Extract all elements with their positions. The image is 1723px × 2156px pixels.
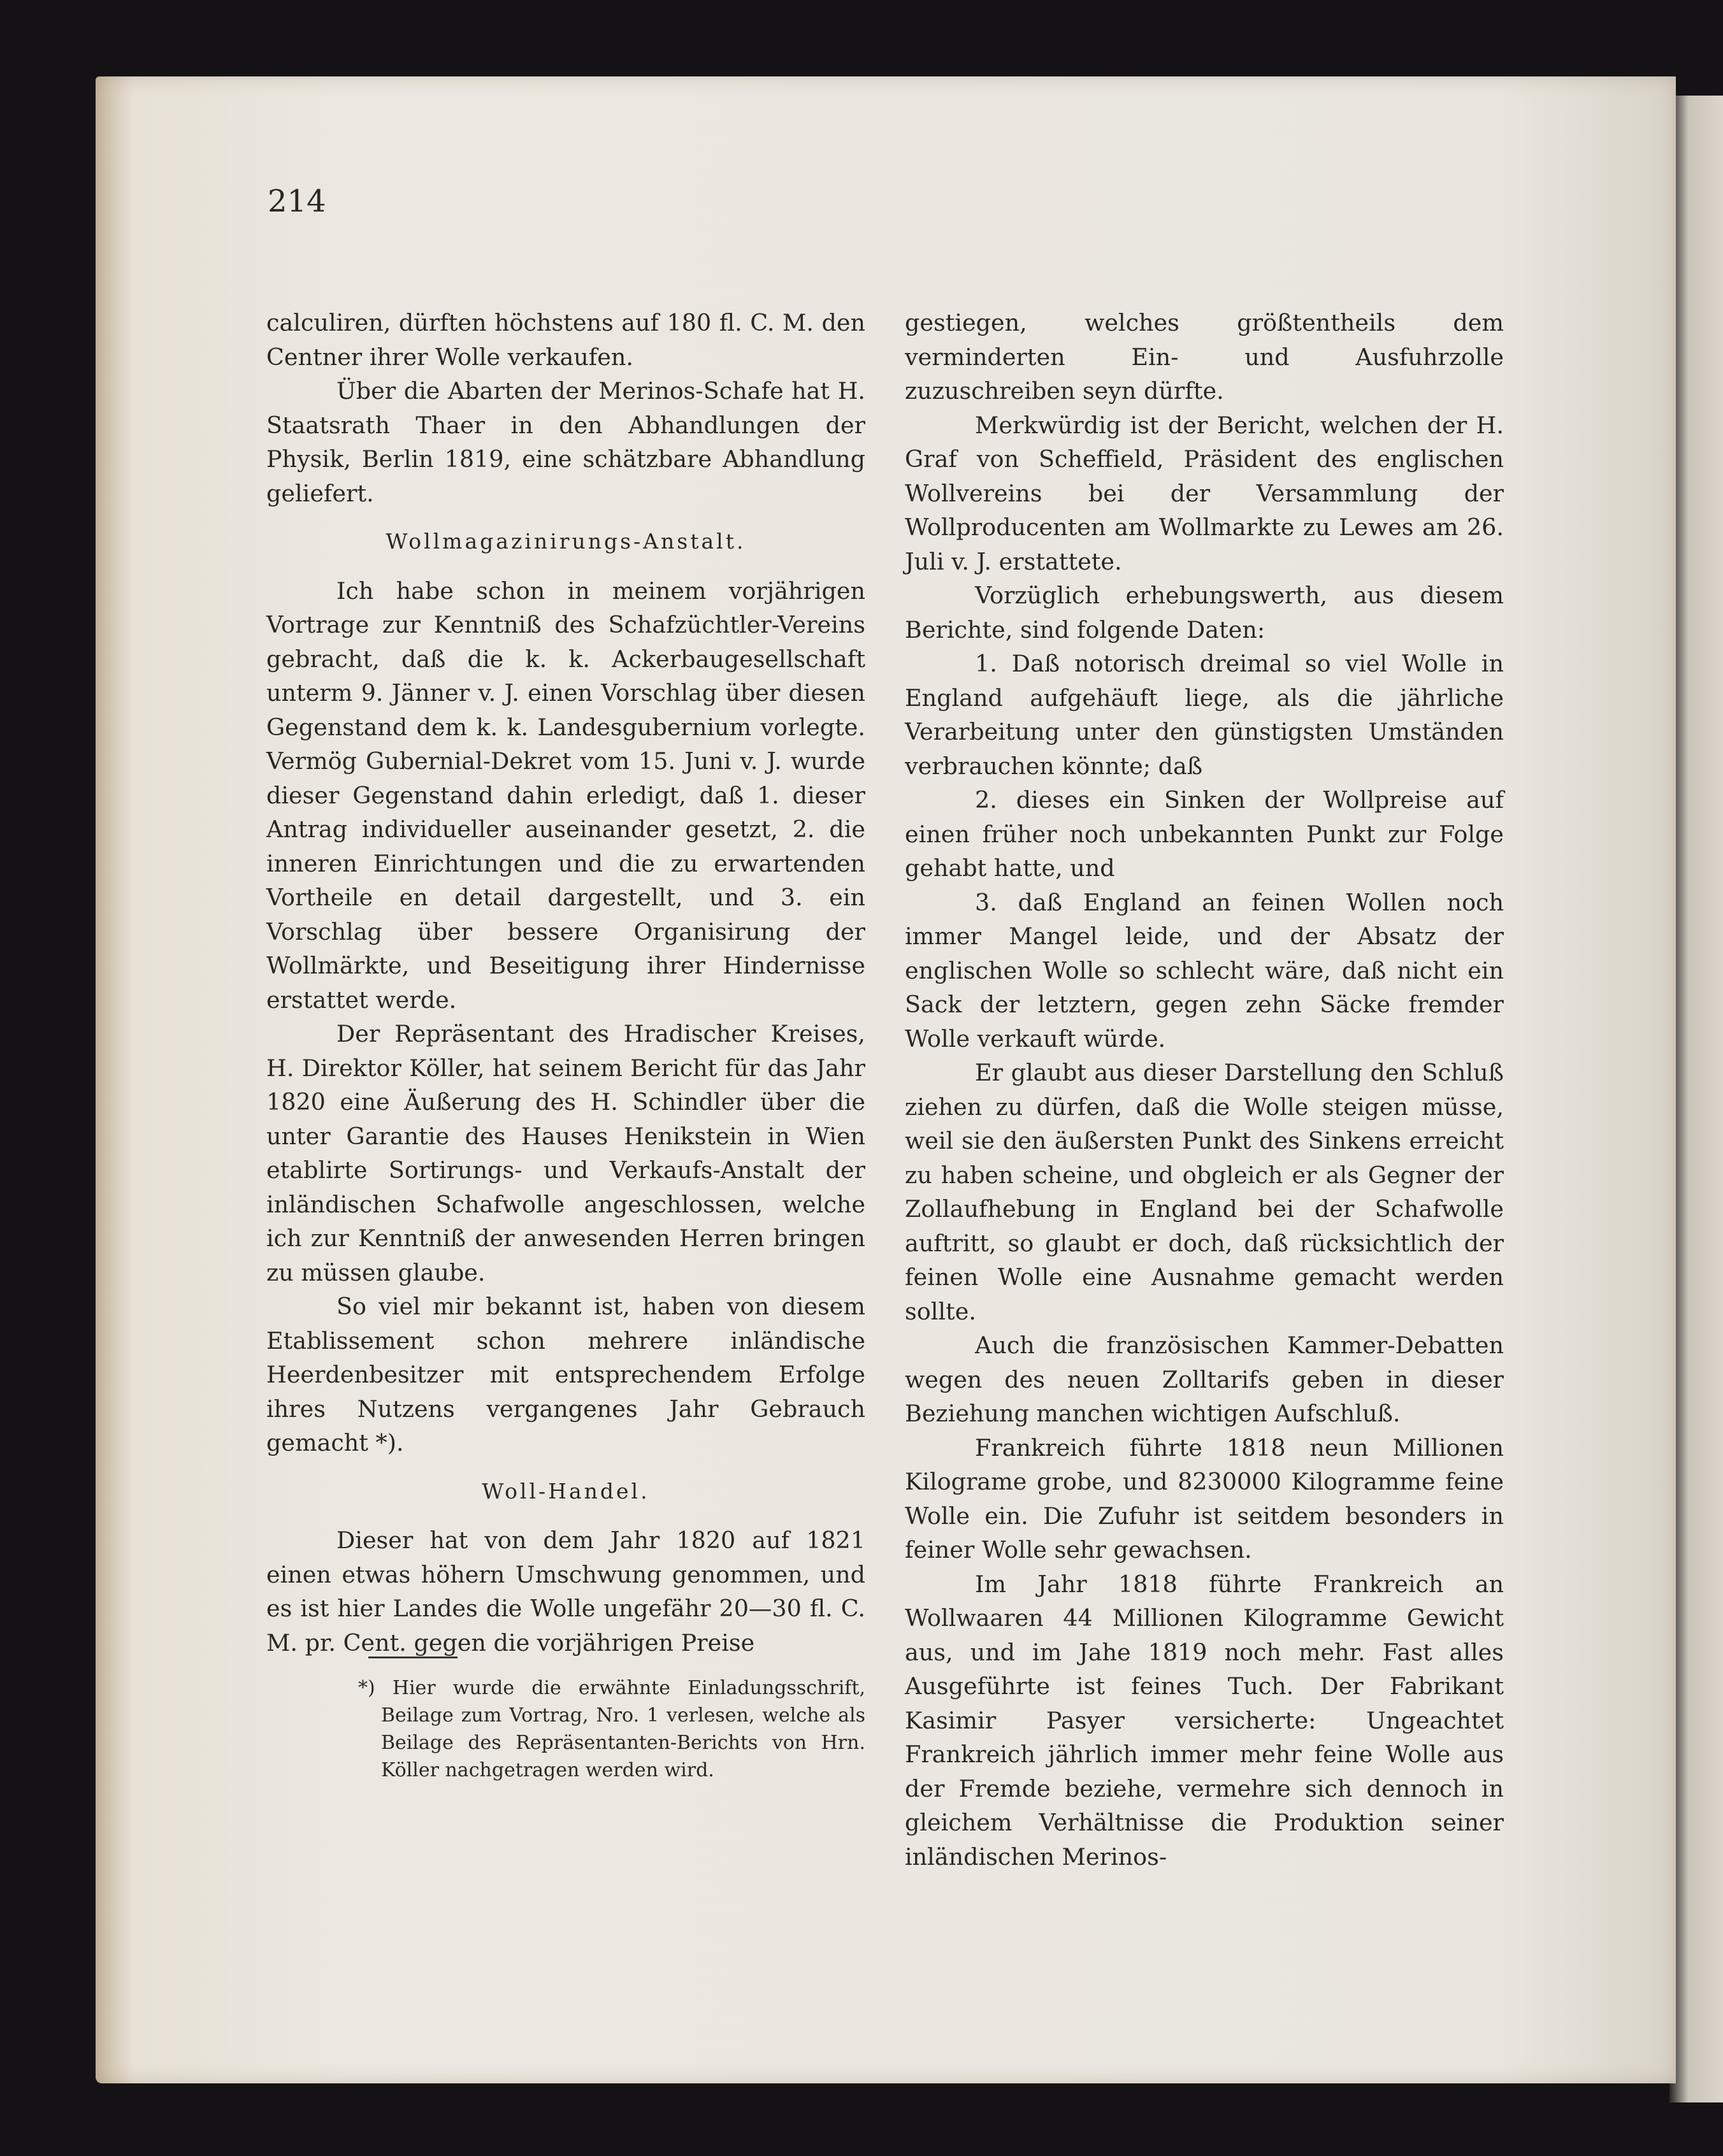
- paragraph: Auch die französischen Kammer-Debatten wegen des neuen Zolltarifs geben in dieser Beziehung manchen wichtigen Aufschluß.: [905, 1332, 1504, 1427]
- footnote: [358, 1674, 865, 1784]
- paragraph: Über die Abarten der Merinos-Schafe hat H. Staatsrath Thaer in den Abhandlungen der Physik, Berlin 1819, eine schätzbare Abhandlung geliefert.: [266, 377, 865, 507]
- paragraph: Dieser hat von dem Jahr 1820 auf 1821 einen etwas höhern Umschwung genommen, und es ist hier Landes die Wolle ungefähr 20—30 fl. C. M. pr. Cent. gegen die vorjährigen Preise: [266, 1527, 865, 1657]
- paragraph: Frankreich führte 1818 neun Millionen Kilograme grobe, und 8230000 Kilogramme feine Wolle ein. Die Zufuhr ist seitdem besonders in feiner Wolle sehr gewachsen.: [905, 1434, 1504, 1563]
- paragraph: So viel mir bekannt ist, haben von diesem Etablissement schon mehrere inländische Heerdenbesitzer mit entsprechendem Erfolge ihres Nutzens vergangenes Jahr Gebrauch gemacht *).: [266, 1293, 865, 1456]
- adjacent-page-edge: [1669, 96, 1723, 2102]
- paragraph: Vorzüglich erhebungswerth, aus diesem Berichte, sind folgende Daten:: [905, 582, 1504, 643]
- paragraph: Im Jahr 1818 führte Frankreich an Wollwaaren 44 Millionen Kilogramme Gewicht aus, und im Jahe 1819 noch mehr. Fast alles Ausgeführte ist feines Tuch. Der Fabrikant Kasimir Pasyer versicherte: Ungeachtet Frankreich jährlich immer mehr feine Wolle aus der Fremde beziehe, vermehre sich dennoch in gleichem Verhältnisse die Produktion seiner inländischen Merinos-: [905, 1570, 1504, 1871]
- left-column: [266, 306, 865, 1660]
- paragraph: gestiegen, welches größtentheils dem verminderten Ein- und Ausfuhrzolle zuzuschreiben seyn dürfte.: [905, 309, 1504, 405]
- section-heading: Woll-Handel.: [482, 1478, 650, 1504]
- paragraph: calculiren, dürften höchstens auf 180 fl. C. M. den Centner ihrer Wolle verkaufen.: [266, 309, 865, 371]
- page-number: 214: [268, 183, 326, 219]
- footnote-text: Hier wurde die erwähnte Einladungsschrift, Beilage zum Vortrag, Nro. 1 verlesen, welche als Beilage des Repräsentanten-Berichts von Hrn. Köller nachgetragen werden wird.: [381, 1677, 865, 1781]
- section-heading: Wollmagazinirungs-Anstalt.: [386, 529, 746, 554]
- footnote-marker: *): [358, 1677, 375, 1699]
- right-column: [905, 306, 1504, 1874]
- list-item: 2. dieses ein Sinken der Wollpreise auf einen früher noch unbekannten Punkt zur Folge gehabt hatte, und: [905, 786, 1504, 882]
- paragraph: Merkwürdig ist der Bericht, welchen der H. Graf von Scheffield, Präsident des englischen Wollvereins bei der Versammlung der Wollproducenten am Wollmarkte zu Lewes am 26. Juli v. J. erstattete.: [905, 411, 1504, 575]
- paragraph: Der Repräsentant des Hradischer Kreises, H. Direktor Köller, hat seinem Bericht für das Jahr 1820 eine Äußerung des H. Schindler über die unter Garantie des Hauses Henikstein in Wien etablirte Sortirungs- und Verkaufs-Anstalt der inländischen Schafwolle angeschlossen, welche ich zur Kenntniß der anwesenden Herren bringen zu müssen glaube.: [266, 1020, 865, 1286]
- list-item: 3. daß England an feinen Wollen noch immer Mangel leide, und der Absatz der englischen Wolle so schlecht wäre, daß nicht ein Sack der letztern, gegen zehn Säcke fremder Wolle verkauft würde.: [905, 888, 1504, 1053]
- list-item: 1. Daß notorisch dreimal so viel Wolle in England aufgehäuft liege, als die jährliche Verarbeitung unter den günstigsten Umständen verbrauchen könnte; daß: [905, 650, 1504, 780]
- paragraph: Er glaubt aus dieser Darstellung den Schluß ziehen zu dürfen, daß die Wolle steigen müsse, weil sie den äußersten Punkt des Sinkens erreicht zu haben scheine, und obgleich er als Gegner der Zollaufhebung in England bei der Schafwolle auftritt, so glaubt er doch, daß rücksichtlich der feinen Wolle eine Ausnahme gemacht werden sollte.: [905, 1059, 1504, 1325]
- paragraph: Ich habe schon in meinem vorjährigen Vortrage zur Kenntniß des Schafzüchtler-Vereins gebracht, daß die k. k. Ackerbaugesellschaft unterm 9. Jänner v. J. einen Vorschlag über diesen Gegenstand dem k. k. Landesgubernium vorlegte. Vermög Gubernial-Dekret vom 15. Juni v. J. wurde dieser Gegenstand dahin erledigt, daß 1. dieser Antrag individueller auseinander gesetzt, 2. die inneren Einrichtungen und die zu erwartenden Vortheile en detail dargestellt, und 3. ein Vorschlag über bessere Organisirung der Wollmärkte, und Beseitigung ihrer Hindernisse erstattet werde.: [266, 577, 865, 1014]
- footnote-divider: [368, 1657, 458, 1658]
